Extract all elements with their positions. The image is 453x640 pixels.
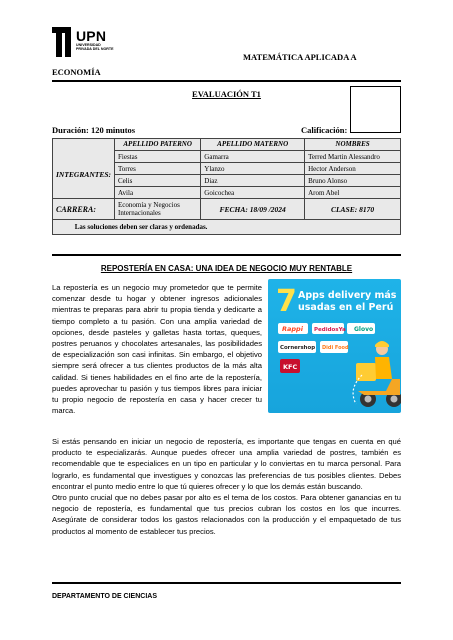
department: ECONOMÍA <box>52 67 101 77</box>
header-apellido-paterno: APELLIDO PATERNO <box>115 139 201 151</box>
cell: Goicochea <box>201 187 305 199</box>
students-table <box>52 138 401 235</box>
section-divider <box>52 254 401 256</box>
grade-box[interactable] <box>350 86 401 133</box>
cell: Ylanzo <box>201 163 305 175</box>
footer-department: DEPARTAMENTO DE CIENCIAS <box>52 593 158 600</box>
article-paragraph-1: La repostería es un negocio muy prometedor que te permite comenzar desde tu hogar y obtener ingresos adicionales mientras te preparas para abrir tu propia tienda y dedicarte a tiempo completo a tu pasión. Con una amplia variedad de opciones, desde pasteles y galletas hasta tortas, queques, postres peruanos y chocolates artesanales, las posibilidades de especialización son casi infinitas. Sin embargo, el objetivo siempre será ofrecer a tus clientes productos de la más alta calidad. Si tienes habilidades en el fino arte de la repostería, puedes aprovechar tu pasión y tus tiempos libres para iniciar tu propio negocio de repostería en casa y hacer crecer tu marca. <box>52 283 262 416</box>
ad-brand-didi: Didi Food <box>322 345 349 351</box>
career-row <box>53 199 401 220</box>
logo-text: UPN <box>76 28 107 44</box>
upn-logo-icon <box>52 27 74 57</box>
cell: Gamarra <box>201 151 305 163</box>
grade-label: Calificación: <box>301 125 348 135</box>
note-row <box>53 220 401 235</box>
course-title: MATEMÁTICA APLICADA A <box>243 52 357 62</box>
header-divider <box>52 80 401 82</box>
note-text: Las soluciones deben ser claras y ordenadas. <box>74 223 208 231</box>
cell: Bruno Alonso <box>305 175 401 187</box>
ad-brand-glovo: Glovo <box>354 326 374 333</box>
cell: Fiestas <box>115 151 201 163</box>
cell: Terred Martin Alessandro <box>305 151 401 163</box>
header-nombres: NOMBRES <box>305 139 401 151</box>
article-title: REPOSTERÍA EN CASA: UNA IDEA DE NEGOCIO MUY RENTABLE <box>100 264 353 273</box>
ad-headline-1: Apps delivery más <box>298 290 397 301</box>
delivery-apps-illustration <box>268 279 401 413</box>
table-row <box>53 151 401 163</box>
integrantes-label: INTEGRANTES: <box>53 151 115 199</box>
cell: Hector Anderson <box>305 163 401 175</box>
cell: Torres <box>115 163 201 175</box>
ad-brand-cornershop: Cornershop <box>280 345 316 351</box>
ad-number: 7 <box>276 284 297 319</box>
upn-logo <box>52 27 112 67</box>
delivery-apps-image <box>268 279 401 413</box>
career-value: Economía y Negocios Internacionales <box>115 199 201 220</box>
cell: Arom Abel <box>305 187 401 199</box>
ad-brand-rappi: Rappi <box>282 325 303 333</box>
logo-subtitle: UNIVERSIDAD PRIVADA DEL NORTE <box>76 43 114 52</box>
ad-headline-2: usadas en el Perú <box>298 302 394 313</box>
article-paragraph-3: Otro punto crucial que no debes pasar por alto es el tema de los costos. Para obtener ganancias en tu negocio de repostería, es fundamental que tus precios cubran los costos en los que incurres. Asegúrate de considerar todos los gastos relacionados con la producción y el empaquetado de tus productos al momento de establecer tus precios. <box>52 493 401 536</box>
career-label: CARRERA: <box>53 199 115 220</box>
class-code: CLASE: 8170 <box>305 199 401 220</box>
ad-brand-pedidosya: PedidosYa <box>314 327 346 333</box>
exam-date: FECHA: 18/09 /2024 <box>201 199 305 220</box>
header-apellido-materno: APELLIDO MATERNO <box>201 139 305 151</box>
article-paragraph-2: Si estás pensando en iniciar un negocio de repostería, es importante que tengas en cuenta en qué producto te especializarás. Aunque puedes ofrecer una amplia variedad de postres, también es recomendable que te especialices en un tipo en particular y lo conviertas en tu marca personal. Para lograrlo, es fundamental que investigues y conozcas las preferencias de tus posibles clientes. Debes encontrar el punto medio entre lo que tú quieres ofrecer y lo que los demás están buscando. <box>52 437 401 491</box>
cell: Diaz <box>201 175 305 187</box>
cell: Avila <box>115 187 201 199</box>
footer-divider <box>52 582 401 584</box>
ad-brand-kfc: KFC <box>283 363 298 371</box>
article-body <box>52 436 401 537</box>
duration: Duración: 120 minutos <box>52 125 136 135</box>
exam-title: EVALUACIÓN T1 <box>192 89 261 99</box>
table-header-row <box>53 139 401 151</box>
cell: Celis <box>115 175 201 187</box>
